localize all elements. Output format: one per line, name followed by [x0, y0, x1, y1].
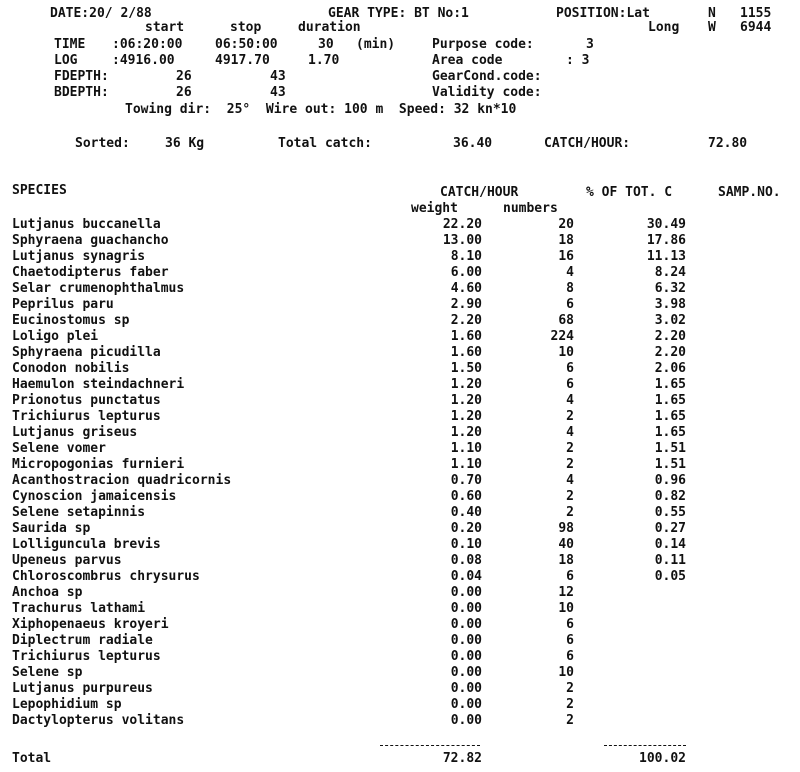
catch-numbers: 16 [558, 249, 574, 264]
sorted-label: Sorted: [75, 136, 130, 151]
catch-weight: 0.00 [450, 585, 482, 600]
catch-weight: 0.00 [450, 697, 482, 712]
pct-of-total: 11.13 [646, 249, 686, 264]
pct-of-total: 17.86 [646, 233, 686, 248]
fdepth-start: 26 [176, 69, 192, 84]
long-label: Long [648, 20, 680, 35]
bdepth-start: 26 [176, 85, 192, 100]
catch-weight: 0.00 [450, 713, 482, 728]
log-duration: 1.70 [308, 53, 340, 68]
species-column-header: SPECIES [12, 183, 67, 198]
purpose-code-label: Purpose code: [432, 37, 534, 52]
catch-hour-label: CATCH/HOUR: [544, 136, 631, 151]
catch-numbers: 6 [566, 633, 574, 648]
total-catch-label: Total catch: [278, 136, 372, 151]
species-name: Prionotus punctatus [12, 393, 161, 408]
species-name: Lolliguncula brevis [12, 537, 161, 552]
pct-of-total: 1.65 [654, 393, 686, 408]
sorted-value: 36 Kg [165, 136, 205, 151]
position-label: POSITION:Lat [556, 6, 650, 21]
samp-no-column-header: SAMP.NO. [718, 185, 781, 200]
long-value: 6944 [740, 20, 772, 35]
catch-weight: 1.20 [450, 377, 482, 392]
catch-numbers: 40 [558, 537, 574, 552]
catch-weight: 1.60 [450, 329, 482, 344]
catch-weight: 0.00 [450, 649, 482, 664]
catch-weight: 2.90 [450, 297, 482, 312]
species-name: Trichiurus lepturus [12, 649, 161, 664]
time-duration: 30 [318, 37, 334, 52]
species-name: Haemulon steindachneri [12, 377, 185, 392]
catch-numbers: 8 [566, 281, 574, 296]
catch-weight: 6.00 [450, 265, 482, 280]
catch-numbers: 10 [558, 601, 574, 616]
long-dir: W [708, 20, 716, 35]
catch-weight: 0.60 [450, 489, 482, 504]
catch-weight: 0.20 [450, 521, 482, 536]
pct-of-total: 1.65 [654, 425, 686, 440]
species-name: Lepophidium sp [12, 697, 122, 712]
pct-of-total: 0.55 [654, 505, 686, 520]
catch-weight: 13.00 [442, 233, 482, 248]
catch-numbers: 4 [566, 473, 574, 488]
species-name: Lutjanus griseus [12, 425, 138, 440]
col-start-header: start [145, 20, 185, 35]
catch-weight: 1.10 [450, 441, 482, 456]
catch-numbers: 10 [558, 665, 574, 680]
pct-of-total: 1.51 [654, 457, 686, 472]
catch-numbers: 68 [558, 313, 574, 328]
pct-total-rule [604, 745, 686, 746]
species-name: Dactylopterus volitans [12, 713, 185, 728]
species-name: Saurida sp [12, 521, 91, 536]
area-code-label: Area code [432, 53, 503, 68]
pct-of-total: 0.14 [654, 537, 686, 552]
catch-numbers: 2 [566, 409, 574, 424]
catch-numbers: 18 [558, 233, 574, 248]
catch-weight: 1.10 [450, 457, 482, 472]
catch-weight: 0.00 [450, 665, 482, 680]
species-name: Selene sp [12, 665, 83, 680]
pct-of-total: 30.49 [646, 217, 686, 232]
catch-numbers: 2 [566, 681, 574, 696]
time-stop: 06:50:00 [215, 37, 278, 52]
species-name: Loligo plei [12, 329, 99, 344]
catch-weight: 2.20 [450, 313, 482, 328]
validity-code-label: Validity code: [432, 85, 542, 100]
catch-weight: 0.40 [450, 505, 482, 520]
gear-type-label: GEAR TYPE: BT No:1 [328, 6, 469, 21]
fdepth-stop: 43 [270, 69, 286, 84]
catch-weight: 0.10 [450, 537, 482, 552]
pct-of-total: 0.82 [654, 489, 686, 504]
catch-numbers: 6 [566, 649, 574, 664]
catch-numbers: 18 [558, 553, 574, 568]
species-name: Selene vomer [12, 441, 106, 456]
species-name: Cynoscion jamaicensis [12, 489, 177, 504]
species-name: Upeneus parvus [12, 553, 122, 568]
pct-of-total: 1.51 [654, 441, 686, 456]
catch-numbers: 4 [566, 393, 574, 408]
species-name: Lutjanus purpureus [12, 681, 153, 696]
species-name: Sphyraena picudilla [12, 345, 161, 360]
catch-weight: 0.00 [450, 633, 482, 648]
species-name: Micropogonias furnieri [12, 457, 185, 472]
species-name: Selene setapinnis [12, 505, 146, 520]
total-weight: 72.82 [442, 751, 482, 766]
weight-column-header: weight [411, 201, 458, 216]
pct-total-column-header: % OF TOT. C [586, 185, 673, 200]
catch-hour-column-header: CATCH/HOUR [440, 185, 519, 200]
pct-of-total: 2.20 [654, 345, 686, 360]
species-name: Eucinostomus sp [12, 313, 130, 328]
towing-line: Towing dir: 25° Wire out: 100 m Speed: 32 kn*10 [125, 102, 517, 117]
catch-numbers: 12 [558, 585, 574, 600]
pct-of-total: 6.32 [654, 281, 686, 296]
catch-numbers: 6 [566, 361, 574, 376]
time-label: TIME [54, 37, 86, 52]
catch-numbers: 6 [566, 377, 574, 392]
pct-of-total: 3.02 [654, 313, 686, 328]
catch-weight: 0.08 [450, 553, 482, 568]
purpose-code-value: 3 [586, 37, 594, 52]
pct-of-total: 2.06 [654, 361, 686, 376]
pct-of-total: 0.11 [654, 553, 686, 568]
species-name: Sphyraena guachancho [12, 233, 169, 248]
log-label: LOG [54, 53, 78, 68]
catch-numbers: 2 [566, 697, 574, 712]
pct-of-total: 2.20 [654, 329, 686, 344]
catch-weight: 0.00 [450, 617, 482, 632]
catch-numbers: 6 [566, 617, 574, 632]
species-name: Selar crumenophthalmus [12, 281, 185, 296]
catch-numbers: 2 [566, 457, 574, 472]
species-name: Chloroscombrus chrysurus [12, 569, 200, 584]
date-label: DATE:20/ 2/88 [50, 6, 152, 21]
pct-of-total: 8.24 [654, 265, 686, 280]
area-code-value: : 3 [566, 53, 590, 68]
catch-weight: 8.10 [450, 249, 482, 264]
catch-hour-value: 72.80 [708, 136, 748, 151]
catch-numbers: 2 [566, 489, 574, 504]
species-name: Xiphopenaeus kroyeri [12, 617, 169, 632]
pct-of-total: 1.65 [654, 377, 686, 392]
total-pct: 100.02 [639, 751, 686, 766]
gearcond-code-label: GearCond.code: [432, 69, 542, 84]
catch-weight: 1.50 [450, 361, 482, 376]
catch-weight: 22.20 [442, 217, 482, 232]
col-duration-header: duration [298, 20, 361, 35]
catch-numbers: 98 [558, 521, 574, 536]
pct-of-total: 3.98 [654, 297, 686, 312]
catch-weight: 1.20 [450, 393, 482, 408]
catch-weight: 1.60 [450, 345, 482, 360]
species-name: Peprilus paru [12, 297, 114, 312]
fdepth-label: FDEPTH: [54, 69, 109, 84]
log-start: :4916.00 [112, 53, 175, 68]
catch-numbers: 4 [566, 425, 574, 440]
species-name: Acanthostracion quadricornis [12, 473, 232, 488]
catch-numbers: 6 [566, 569, 574, 584]
catch-numbers: 20 [558, 217, 574, 232]
catch-weight: 0.70 [450, 473, 482, 488]
lat-value: 1155 [740, 6, 772, 21]
lat-dir: N [708, 6, 716, 21]
species-name: Trachurus lathami [12, 601, 146, 616]
species-name: Trichiurus lepturus [12, 409, 161, 424]
log-stop: 4917.70 [215, 53, 270, 68]
catch-weight: 4.60 [450, 281, 482, 296]
catch-numbers: 6 [566, 297, 574, 312]
catch-weight: 0.00 [450, 601, 482, 616]
time-start: :06:20:00 [112, 37, 183, 52]
pct-of-total: 0.05 [654, 569, 686, 584]
total-catch-value: 36.40 [453, 136, 493, 151]
numbers-column-header: numbers [503, 201, 558, 216]
catch-weight: 1.20 [450, 409, 482, 424]
catch-numbers: 2 [566, 713, 574, 728]
total-label: Total [12, 751, 52, 766]
bdepth-label: BDEPTH: [54, 85, 109, 100]
catch-weight: 0.04 [450, 569, 482, 584]
catch-weight: 1.20 [450, 425, 482, 440]
catch-numbers: 2 [566, 505, 574, 520]
catch-numbers: 10 [558, 345, 574, 360]
catch-numbers: 224 [550, 329, 574, 344]
catch-weight: 0.00 [450, 681, 482, 696]
weight-total-rule [380, 745, 480, 746]
pct-of-total: 0.96 [654, 473, 686, 488]
species-name: Chaetodipterus faber [12, 265, 169, 280]
species-name: Conodon nobilis [12, 361, 130, 376]
species-name: Lutjanus buccanella [12, 217, 161, 232]
catch-numbers: 2 [566, 441, 574, 456]
species-name: Anchoa sp [12, 585, 83, 600]
species-name: Lutjanus synagris [12, 249, 146, 264]
time-unit: (min) [356, 37, 396, 52]
pct-of-total: 0.27 [654, 521, 686, 536]
pct-of-total: 1.65 [654, 409, 686, 424]
catch-numbers: 4 [566, 265, 574, 280]
col-stop-header: stop [230, 20, 262, 35]
species-name: Diplectrum radiale [12, 633, 153, 648]
bdepth-stop: 43 [270, 85, 286, 100]
